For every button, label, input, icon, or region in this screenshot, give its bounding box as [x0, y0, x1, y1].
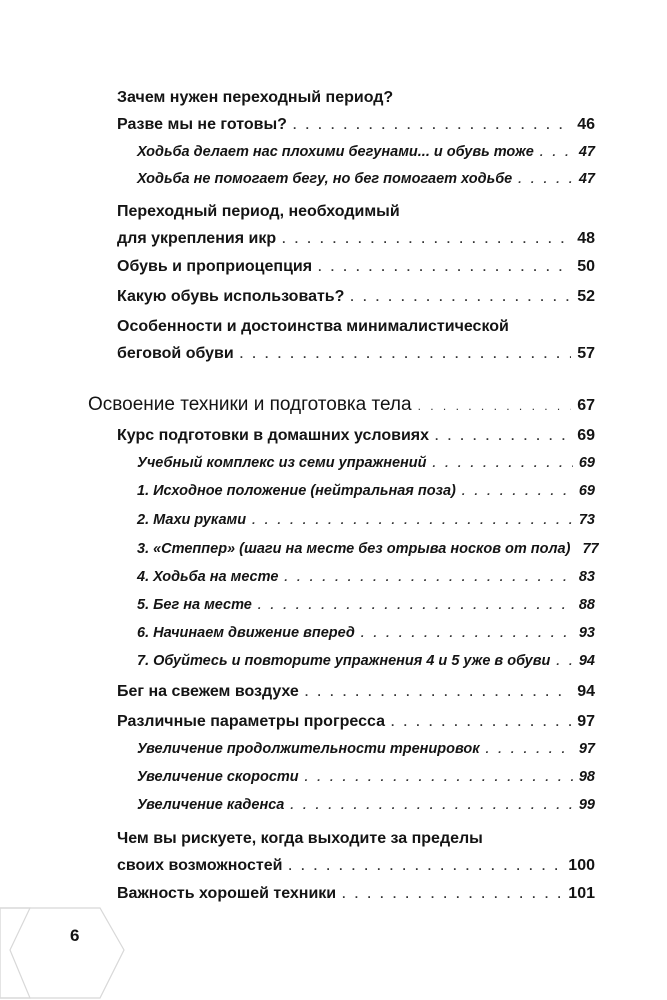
toc-entry — [137, 139, 595, 166]
toc-entry — [117, 708, 595, 736]
dot-leader — [342, 881, 562, 908]
toc-chapter-entry — [88, 391, 595, 420]
toc-page-number: 99 — [578, 797, 595, 813]
dot-leader — [318, 254, 571, 281]
toc-entry — [137, 764, 595, 791]
toc-entry — [117, 283, 595, 311]
toc-entry-title: Важность хорошей техники — [117, 885, 337, 902]
toc-entry — [117, 84, 595, 139]
toc-entry-title: 5. Бег на месте — [137, 597, 252, 613]
toc-entry-title: Ходьба не помогает бегу, но бег помогает ходьбе — [137, 171, 513, 187]
dot-leader — [282, 226, 571, 253]
toc-page-number: 67 — [577, 397, 595, 414]
toc-entry-title: 6. Начинаем движение вперед — [137, 625, 355, 641]
dot-leader — [305, 764, 573, 791]
toc-entry — [117, 825, 595, 880]
toc-entry — [137, 478, 595, 505]
dot-leader — [240, 341, 572, 368]
toc-entry — [117, 422, 595, 450]
toc-entry-title: для укрепления икр — [117, 230, 277, 247]
dot-leader — [556, 648, 572, 675]
toc-entry — [117, 313, 595, 368]
dot-leader — [284, 564, 572, 591]
toc-page-number: 69 — [578, 483, 595, 499]
dot-leader — [258, 592, 573, 619]
toc-entry — [117, 678, 595, 706]
dot-leader — [462, 478, 573, 505]
toc-page-number: 48 — [577, 230, 595, 247]
toc-entry-title: 4. Ходьба на месте — [137, 569, 279, 585]
dot-leader — [293, 112, 571, 139]
dot-leader — [288, 853, 562, 880]
toc-page-number: 69 — [577, 427, 595, 444]
toc-entry-title: 3. «Степпер» (шаги на месте без отрыва носков от пола) — [137, 541, 571, 557]
toc-page-number: 93 — [578, 625, 595, 641]
toc-entry — [137, 736, 595, 763]
toc-entry — [137, 620, 595, 647]
toc-entry — [137, 592, 595, 619]
toc-page-number: 101 — [568, 885, 595, 902]
toc-page-number: 73 — [578, 512, 595, 528]
toc-page-number: 50 — [577, 258, 595, 275]
toc-page-number: 100 — [568, 857, 595, 874]
toc-entry — [137, 450, 595, 477]
toc-page-number: 94 — [577, 683, 595, 700]
dot-leader — [418, 393, 572, 420]
toc-page-number: 94 — [578, 653, 595, 669]
toc-entry-title: Различные параметры прогресса — [117, 713, 385, 730]
toc-entry — [137, 792, 595, 819]
toc-entry-title: 2. Махи руками — [137, 512, 247, 528]
toc-entry-title: Увеличение каденса — [137, 797, 285, 813]
toc-entry-title: 7. Обуйтесь и повторите упражнения 4 и 5 уже в обуви — [137, 653, 551, 669]
toc-entry-title: 1. Исходное положение (нейтральная поза) — [137, 483, 456, 499]
dot-leader — [252, 507, 573, 534]
toc-entry-title-line: Особенности и достоинства минималистической — [117, 318, 509, 335]
toc-entry — [117, 880, 595, 908]
toc-entry-title: Увеличение скорости — [137, 769, 299, 785]
dot-leader — [432, 450, 572, 477]
toc-entry-title: Обувь и проприоцепция — [117, 258, 313, 275]
toc-entry — [137, 166, 595, 193]
toc-entry-title: Учебный комплекс из семи упражнений — [137, 455, 427, 471]
page-number-hexagon — [0, 900, 130, 1000]
toc-entry — [117, 198, 595, 253]
dot-leader — [391, 709, 571, 736]
toc-entry — [137, 536, 599, 563]
dot-leader — [435, 423, 571, 450]
toc-page-number: 69 — [578, 455, 595, 471]
toc-entry-title: Ходьба делает нас плохими бегунами... и обувь тоже — [137, 144, 534, 160]
toc-entry-title-line: Зачем нужен переходный период? — [117, 89, 394, 106]
page-number: 6 — [70, 926, 80, 945]
toc-entry-title: беговой обуви — [117, 345, 234, 362]
dot-leader — [540, 139, 573, 166]
toc-entry-title: Какую обувь использовать? — [117, 288, 345, 305]
toc-entry-title: своих возможностей — [117, 857, 283, 874]
toc-page-number: 46 — [577, 116, 595, 133]
toc-entry-title: Увеличение продолжительности тренировок — [137, 741, 480, 757]
toc-entry-title: Бег на свежем воздухе — [117, 683, 299, 700]
toc-page-number: 47 — [578, 171, 595, 187]
toc-page-number: 98 — [578, 769, 595, 785]
toc-entry-title-line: Чем вы рискуете, когда выходите за пределы — [117, 830, 483, 847]
dot-leader — [486, 736, 573, 763]
dot-leader — [361, 620, 573, 647]
dot-leader — [305, 679, 571, 706]
toc-entry — [137, 507, 595, 534]
toc-entry-title-line: Переходный период, необходимый — [117, 203, 400, 220]
toc-entry — [137, 648, 595, 675]
toc-entry-title: Курс подготовки в домашних условиях — [117, 427, 430, 444]
toc-chapter-title: Освоение техники и подготовка тела — [88, 394, 412, 415]
toc-page-number: 77 — [582, 541, 599, 557]
dot-leader — [290, 792, 573, 819]
dot-leader — [350, 284, 571, 311]
toc-page-number: 52 — [577, 288, 595, 305]
toc-page-number: 83 — [578, 569, 595, 585]
toc-page-number: 88 — [578, 597, 595, 613]
dot-leader — [518, 166, 573, 193]
toc-entry — [117, 253, 595, 281]
toc-page-number: 97 — [578, 741, 595, 757]
toc-entry-title: Разве мы не готовы? — [117, 116, 287, 133]
toc-entry — [137, 564, 595, 591]
toc-page-number: 47 — [578, 144, 595, 160]
toc-page-number: 57 — [577, 345, 595, 362]
toc-page-number: 97 — [577, 713, 595, 730]
